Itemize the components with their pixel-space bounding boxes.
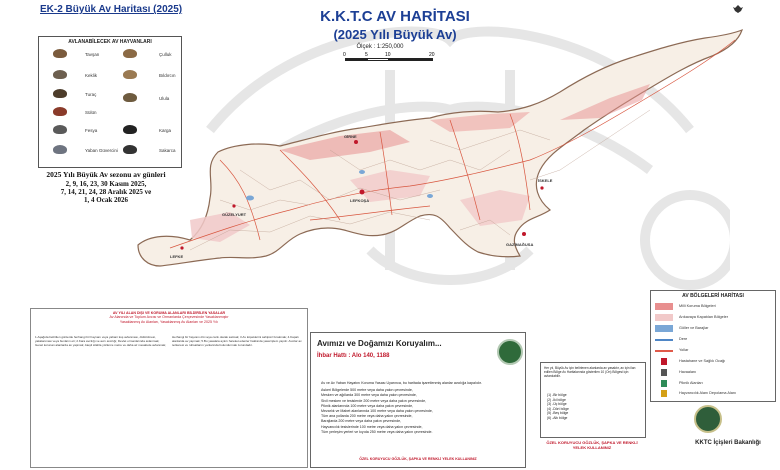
place-label-nicosia: LEFKOŞA xyxy=(350,198,370,203)
main-title: K.K.T.C AV HARİTASI xyxy=(320,8,470,25)
legend-panel xyxy=(650,290,776,402)
zones-list xyxy=(547,393,643,421)
animal-label: Çulluk xyxy=(159,52,172,57)
rules-body: 1.Aşağıda belirtilen günlerde herhangi bir hayvanı veya yabani kuş avlanması, öldürülmesi, yakalanması veya bunların eti; 2.Kara avcılığı ve avcı avcılığı; Devlet ormanlarında avlanmak; Genel korunan alanlarda av yapmak; Ateşli silahla yüzlerce metre ve daha az mesafede avlanmak; Herhangi bir hayvanı ölü veya canlı olarak satmak; 3.Av köpeklerini sahipsiz bırakmak; 4.Kapalı alanlarda av yapmak; 5.Bu yasalara aykırı hareket edenler hakkında yasal işlem yapılır. Avcılar av tezkeresi ve ruhsatlarını yanlarında bulundurmak zorundadır. xyxy=(35,335,302,348)
zone-item: (2) -İki bölge xyxy=(547,397,566,402)
season-line-3: 1, 4 Ocak 2026 xyxy=(84,196,128,204)
place-label-famagusta: GAZİMAĞUSA xyxy=(506,242,534,247)
scale-tick-10: 10 xyxy=(385,52,391,58)
season-line-1: 2, 9, 16, 23, 30 Kasım 2025, xyxy=(65,180,147,188)
legend-label: Göller ve Barajlar xyxy=(679,326,709,330)
legend-item xyxy=(655,347,773,356)
legend-label: Hastahane ve Sağlık Ocağı xyxy=(679,359,726,363)
legend-title: AV BÖLGELERİ HARİTASI xyxy=(682,293,744,299)
zone-item: (3) -Üç bölge xyxy=(547,402,567,407)
nature-item: Barajlarda 200 metre veya daha yakın çevresinde, xyxy=(321,419,402,424)
animal-label: Karga xyxy=(159,128,172,133)
nature-item: Sivil mesken ve tesislerde 200 metre veya daha yakın çevresinde, xyxy=(321,398,427,403)
nature-hotline: İhbar Hattı : Alo 140, 1188 xyxy=(317,353,390,359)
nature-title: Avımızı ve Doğamızı Koruyalım... xyxy=(317,339,442,348)
nature-footer: ÖZEL KORUYUCU GÖZLÜK, ŞAPKA VE RENKLİ YELEK KULLANINIZ xyxy=(359,457,477,461)
legend-swatch xyxy=(655,350,673,352)
subtitle: (2025 Yılı Büyük Av) xyxy=(333,27,457,42)
zone-item: (4) -Dört bölge xyxy=(547,406,569,411)
legend-swatch xyxy=(655,325,673,332)
legend-label: Milli Koruma Bölgeleri xyxy=(679,304,716,308)
rules-panel xyxy=(30,308,308,468)
legend-item xyxy=(655,336,773,345)
animal-label: Tavşan xyxy=(85,52,100,57)
scale-label: Ölçek : 1:250,000 xyxy=(356,44,404,50)
place-label-iskele: İSKELE xyxy=(538,178,553,183)
nature-panel xyxy=(310,332,526,468)
zones-panel xyxy=(540,362,646,438)
ministry-emblem-icon xyxy=(694,405,722,433)
nature-item: Piknik alanlarında 100 metre veya daha yakın çevresinde, xyxy=(321,403,414,408)
legend-label: Havaalanı xyxy=(679,370,697,374)
scale-tick-0: 0 xyxy=(343,52,346,58)
legend-item xyxy=(655,390,773,399)
animal-label: Fesya xyxy=(85,128,98,133)
island-map xyxy=(130,20,770,290)
legend-item xyxy=(655,358,773,367)
zone-item: (5) -Beş bölge xyxy=(547,411,569,416)
rules-red-line-2: Av Alanında ve Toplum Avcısı ve Ormanlarda Çerçevesinde Yasaklanmıştır xyxy=(109,315,229,320)
season-line-2: 7, 14, 21, 24, 28 Aralık 2025 ve xyxy=(60,188,152,196)
legend-swatch xyxy=(661,390,667,397)
zone-item: (6) -Altı bölge xyxy=(547,415,568,420)
animals-panel-title: AVLANABİLECEK AV HAYVANLARI xyxy=(68,39,152,45)
nature-emblem-icon xyxy=(497,339,523,365)
eagle-emblem-icon xyxy=(732,4,744,14)
legend-item xyxy=(655,380,773,389)
legend-swatch xyxy=(661,358,667,365)
rules-header xyxy=(31,311,307,324)
legend-swatch xyxy=(655,339,673,341)
nature-text xyxy=(321,381,517,435)
ministry-name: KKTC İçişleri Bakanlığı xyxy=(695,440,761,446)
nature-intro: Av ve Av Yaban Hayatını Koruma Yasası Uyarınca, bu haritada işaretlenmiş alanlar avcılığa kapalıdır. xyxy=(321,381,482,385)
animal-label: Sakarca xyxy=(159,148,176,153)
legend-item xyxy=(655,325,773,334)
legend-swatch xyxy=(655,314,673,321)
legend-label: Yollar xyxy=(679,348,689,352)
rules-red-line-3: Yasaklanmış Av Alanları, Yasaklanmış Av Alanları ve 2025 Yılı xyxy=(119,319,219,324)
scale-tick-5: 5 xyxy=(365,52,368,58)
nature-item: Hayvancılık tesislerinde 100 metre veya daha yakın çevresinde, xyxy=(321,424,423,429)
legend-swatch xyxy=(661,369,667,376)
safety-footer: ÖZEL KORUYUCU GÖZLÜK, ŞAPKA VE RENKLİ YELEK KULLANINIZ xyxy=(546,440,638,450)
nature-item: Askeri Bölgelerde 500 metre veya daha yakın çevresinde, xyxy=(321,388,413,393)
zone-item: (1) -Bir bölge xyxy=(547,393,567,397)
nature-item: Tüm yerleşim yerleri ve kıyıda 250 metre veya daha yakın çevresinde. xyxy=(321,429,433,434)
zones-intro: Her yıl, Büyük Av için belirlenen alanlarda av yasaktır, av için ilan edilen Bölge Av Haritalarında gösterilen 10 (On) Bölgesi için avlanılabilir. xyxy=(544,366,636,378)
legend-label: Hayvancılık Alanı Depolama Alanı xyxy=(679,391,736,395)
animal-label: Ulula xyxy=(159,96,170,101)
corner-title: EK-2 Büyük Av Haritası (2025) xyxy=(40,4,183,15)
scale-tick-20: 20 xyxy=(429,52,435,58)
legend-label: Arıkavaya Kapatılan Bölgeler xyxy=(679,315,728,319)
animal-label: Yaban Güvercini xyxy=(85,148,118,153)
legend-item xyxy=(655,314,773,323)
animal-label: Sülün xyxy=(85,110,97,115)
legend-item xyxy=(655,369,773,378)
animal-label: Turaç xyxy=(85,92,97,97)
legend-item xyxy=(655,303,773,312)
place-label-guzelyurt: GÜZELYURT xyxy=(222,212,247,217)
nature-item: Mesken ve ağıllarda 300 metre veya daha yakın çevresinde, xyxy=(321,393,417,398)
rules-red-line-1: AV YILI ALAN DIŞI VE KORUMA ALANLARI BİLDİRİLEN YASALAR xyxy=(112,311,226,315)
season-title: 2025 Yılı Büyük Av sezonu av günleri xyxy=(46,170,166,179)
legend-swatch xyxy=(661,380,667,387)
place-label-kyrenia: GİRNE xyxy=(344,134,357,139)
animal-label: Keklik xyxy=(85,73,98,78)
place-label-lefke: LEFKE xyxy=(170,254,184,259)
legend-label: Piknik Alanları xyxy=(679,381,703,385)
legend-label: Dere xyxy=(679,337,688,341)
animal-label: Bıldırcın xyxy=(159,73,176,78)
nature-item: Mezarlık ve Mabet alanlarında 100 metre veya daha yakın çevresinde, xyxy=(321,409,433,414)
nature-item: Tüm ana yollarda 200 metre veya daha yakın çevresinde, xyxy=(321,414,413,419)
legend-swatch xyxy=(655,303,673,310)
